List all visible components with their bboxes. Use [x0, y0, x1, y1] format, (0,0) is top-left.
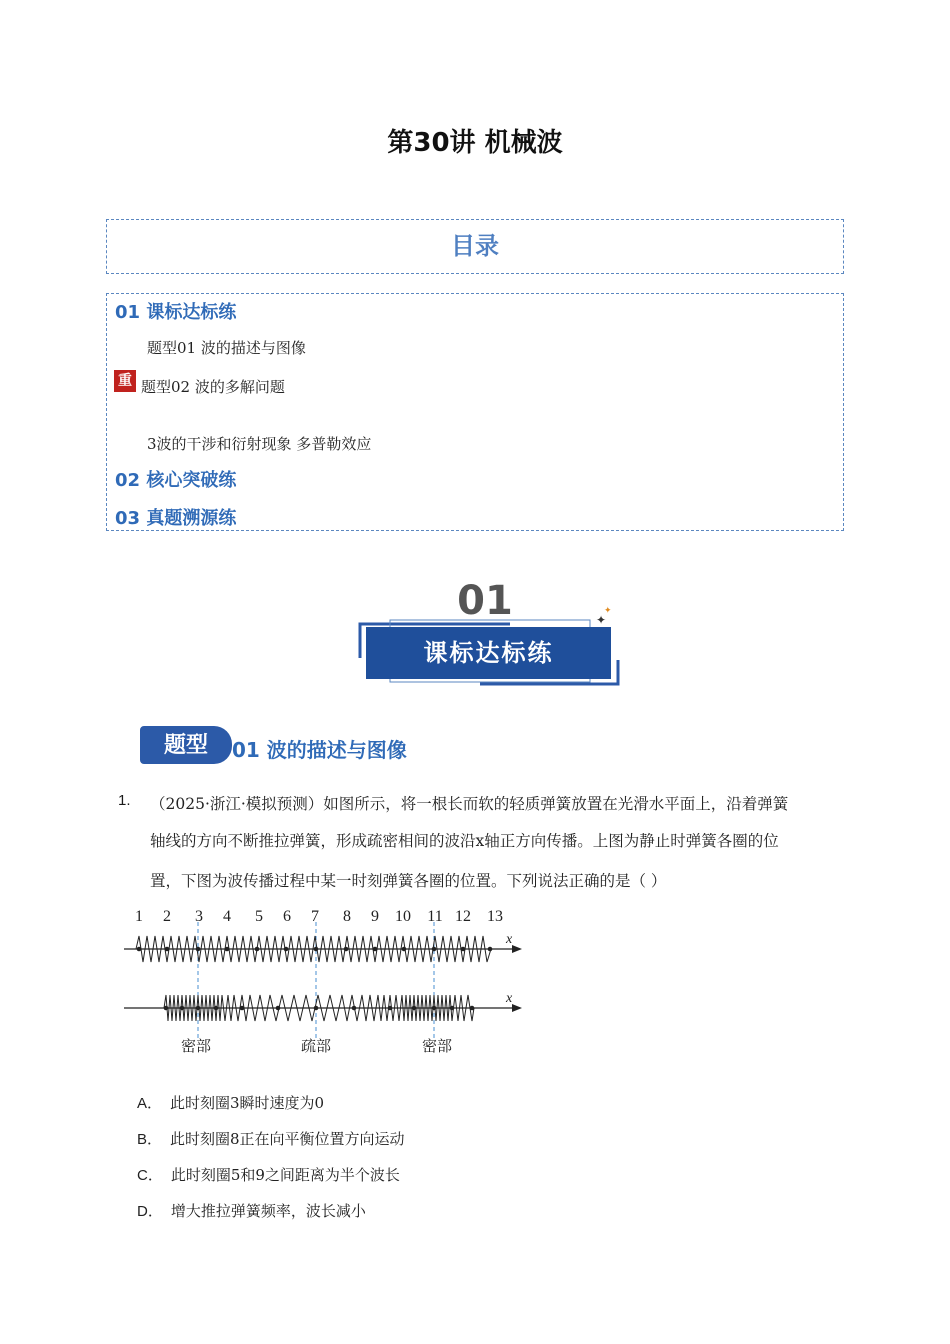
coil-label: 12: [455, 908, 471, 925]
banner-label: 课标达标练: [366, 627, 611, 679]
option-text: 增大推拉弹簧频率，波长减小: [170, 1202, 366, 1220]
spring-figure: [118, 900, 538, 1060]
coil-label: 2: [163, 908, 171, 925]
option-c[interactable]: [137, 1164, 400, 1185]
toc-section-3[interactable]: 03 真题溯源练: [115, 508, 237, 529]
toc-section-2[interactable]: 02 核心突破练: [115, 470, 237, 491]
question-number: 1.: [118, 792, 131, 809]
svg-text:✦: ✦: [604, 606, 612, 616]
coil-label: 4: [223, 908, 231, 925]
toc-item-3[interactable]: 3波的干涉和衍射现象 多普勒效应: [147, 435, 372, 453]
coil-label: 3: [195, 908, 203, 925]
toc-body-box: [106, 293, 844, 531]
banner-number: 01: [457, 578, 513, 624]
coil-label: 5: [255, 908, 263, 925]
question-line-2: 轴线的方向不断推拉弹簧，形成疏密相间的波沿x轴正方向传播。上图为静止时弹簧各圈的位: [150, 832, 779, 850]
option-d[interactable]: [137, 1200, 366, 1221]
coil-label: 13: [487, 908, 503, 925]
option-letter: B．: [137, 1131, 163, 1148]
toc-section-1[interactable]: 01 课标达标练: [115, 302, 237, 323]
option-b[interactable]: [137, 1128, 405, 1149]
coil-label: 6: [283, 908, 291, 925]
type-title: 01 波的描述与图像: [232, 738, 407, 762]
option-letter: D．: [137, 1203, 163, 1220]
coil-label: 7: [311, 908, 319, 925]
page-title: 第30讲 机械波: [387, 128, 563, 158]
coil-label: 11: [427, 908, 443, 925]
question-line-3: 置，下图为波传播过程中某一时刻弹簧各圈的位置。下列说法正确的是（ ）: [150, 872, 667, 890]
option-a[interactable]: [137, 1092, 324, 1113]
type-tag: 题型: [140, 726, 232, 764]
toc-heading: 目录: [451, 232, 499, 260]
toc-item-2[interactable]: 题型02 波的多解问题: [141, 378, 285, 396]
toc-item-1[interactable]: 题型01 波的描述与图像: [147, 339, 306, 357]
option-text: 此时刻圈3瞬时速度为0: [170, 1094, 325, 1112]
question-line-1: （2025·浙江·模拟预测）如图所示，将一根长而软的轻质弹簧放置在光滑水平面上，沿着弹簧: [150, 795, 789, 813]
option-text: 此时刻圈8正在向平衡位置方向运动: [170, 1130, 405, 1148]
option-letter: A．: [137, 1095, 163, 1112]
axis-label-top: x: [506, 932, 513, 947]
coil-label: 10: [395, 908, 411, 925]
coil-label: 1: [135, 908, 143, 925]
toc-header-box: [106, 219, 844, 274]
region-label: 疏部: [300, 1037, 332, 1055]
region-label: 密部: [421, 1037, 453, 1055]
svg-text:✦: ✦: [596, 613, 607, 627]
option-text: 此时刻圈5和9之间距离为半个波长: [170, 1166, 400, 1184]
axis-label-bottom: x: [506, 991, 513, 1006]
option-letter: C．: [137, 1167, 163, 1184]
important-badge-icon: 重: [114, 370, 136, 392]
coil-label: 9: [371, 908, 379, 925]
region-label: 密部: [180, 1037, 212, 1055]
coil-label: 8: [343, 908, 351, 925]
